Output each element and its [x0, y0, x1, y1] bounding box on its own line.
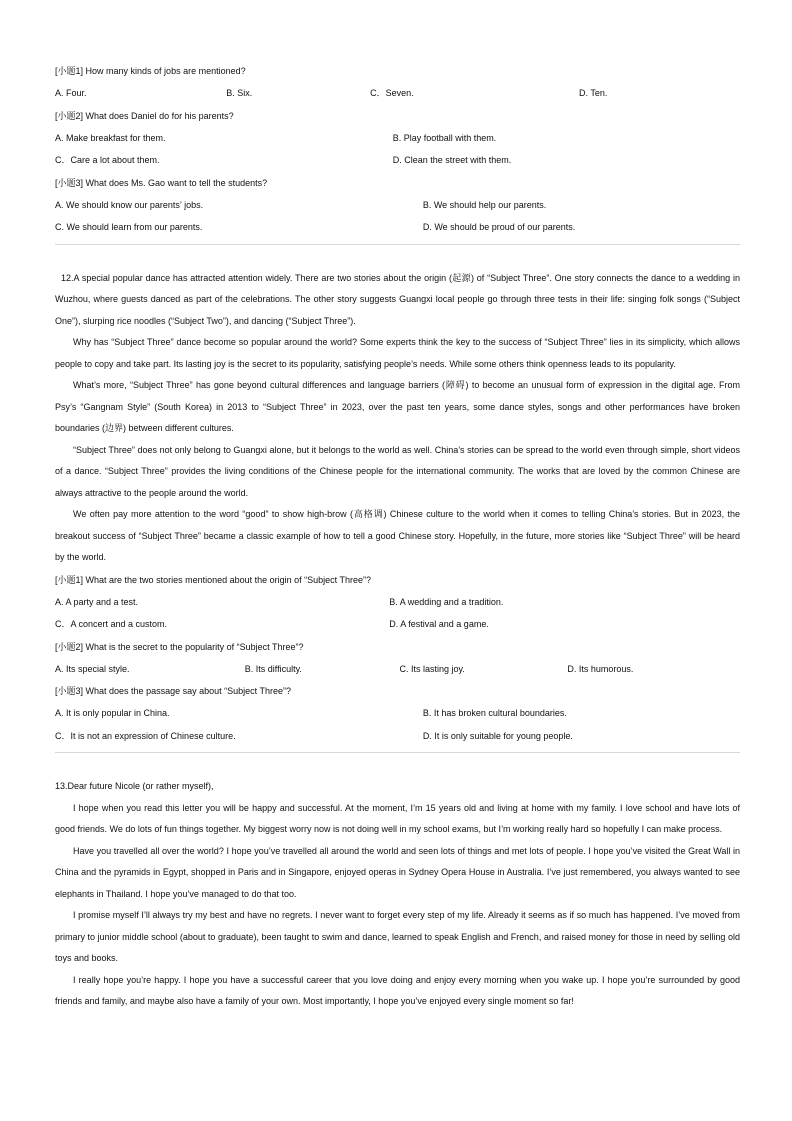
question-text: What does Daniel do for his parents?	[85, 110, 234, 121]
question-1-options-row1	[55, 591, 740, 614]
passage-paragraph: 12.A special popular dance has attracted attention widely. There are two stories about the origin (起源) of “Subject Three”. One story connects the dance to a wedding in Wuzhou, where guests danced as part of the celebrations. The other story suggests Guangxi local people go through three tests in their life: singing folk songs (“Subject One”), slurping rice noodles (“Subject Two”), and dancing (“Subject Three”).	[55, 272, 740, 326]
question-text: How many kinds of jobs are mentioned?	[85, 66, 246, 76]
option-a[interactable]: A. A party and a test.	[55, 596, 139, 607]
option-d[interactable]: D. We should be proud of our parents.	[422, 222, 576, 232]
question-tag: [小题3]	[55, 686, 84, 696]
option-b[interactable]: B. Its difficulty.	[244, 663, 302, 674]
letter-paragraph: Have you travelled all over the world? I hope you’ve travelled all around the world and seen lots of things and met lots of people. I hope you’ve visited the Great Wall in China and the pyramids in Egypt, shopped in Paris and in Singapore, enjoyed operas in Sydney Opera House in Australia. I’ve just remembered, you always wanted to see elephants in Thailand. I hope you’ve managed to do that too.	[55, 845, 740, 899]
question-2	[55, 105, 740, 127]
option-c[interactable]: C．Seven.	[370, 88, 414, 98]
section-divider	[55, 244, 740, 245]
option-c[interactable]: C. We should learn from our parents.	[55, 222, 203, 232]
section-divider	[55, 752, 740, 753]
question-2-options-row1	[55, 127, 740, 150]
option-d[interactable]: D. Its humorous.	[567, 663, 634, 674]
option-d[interactable]: D. It is only suitable for young people.	[422, 730, 573, 741]
question-2-options	[55, 658, 740, 681]
letter-paragraph: I hope when you read this letter you will be happy and successful. At the moment, I’m 15 years old and living at home with my family. I love school and have lots of good friends. We do lots of fun things together. My biggest worry now is not doing well in my school exams, but I’m working really hard so hopefully I can make process.	[55, 802, 740, 834]
option-d[interactable]: D. A festival and a game.	[389, 619, 489, 629]
question-2-options-row2	[55, 149, 740, 172]
question-tag: [小题1]	[55, 66, 84, 76]
passage-paragraph: Why has “Subject Three” dance become so popular around the world? Some experts think the key to the success of “Subject Three” lies in its simplicity, which allows people to copy and take part. Its lasting joy is the secret to its popularity, satisfying people’s needs. While some others think openness leads to its popularity.	[55, 337, 740, 369]
question-1	[55, 569, 740, 591]
option-b[interactable]: B. It has broken cultural boundaries.	[422, 708, 567, 718]
option-c[interactable]: C．It is not an expression of Chinese culture.	[55, 730, 236, 741]
option-d[interactable]: D. Ten.	[579, 88, 608, 98]
passage-paragraph: We often pay more attention to the word “good” to show high-brow (高格调) Chinese culture to the world when it comes to telling China’s stories. But in 2023, the breakout success of “Subject Three” became a classic example of how to tell a good Chinese story. Hopefully, in the future, more stories like “Subject Three” will be heard by the world.	[55, 509, 740, 562]
option-a[interactable]: A. Make breakfast for them.	[55, 132, 166, 143]
option-b[interactable]: B. A wedding and a tradition.	[389, 596, 504, 607]
question-text: What is the secret to the popularity of “Subject Three”?	[85, 641, 304, 652]
section3-letter	[55, 776, 740, 1013]
option-a[interactable]: A. It is only popular in China.	[55, 708, 170, 718]
document-page	[55, 60, 740, 1013]
letter-paragraph: I really hope you’re happy. I hope you have a successful career that you love doing and enjoy every morning when you wake up. I hope you’re surrounded by good friends and family, and maybe also have a family of your own. Most importantly, I hope you’ve enjoyed every single moment so far!	[55, 974, 740, 1006]
question-3-options-row2	[55, 725, 740, 748]
question-3	[55, 680, 740, 702]
question-tag: [小题2]	[55, 110, 84, 121]
letter-paragraph: I promise myself I’ll always try my best and have no regrets. I never want to forget every step of my life. Already it seems as if so much has happened. I’ve moved from primary to junior middle school (about to graduate), been taught to swim and dance, learned to speak English and French, and raised money for those in need by selling old toys and books.	[55, 910, 740, 963]
question-3	[55, 172, 740, 194]
option-d[interactable]: D. Clean the street with them.	[392, 155, 512, 165]
option-a[interactable]: A. Four.	[55, 88, 87, 98]
question-tag: [小题3]	[55, 177, 84, 188]
option-c[interactable]: C. Its lasting joy.	[399, 663, 465, 674]
option-b[interactable]: B. Six.	[226, 88, 253, 98]
passage-paragraph: What’s more, “Subject Three” has gone beyond cultural differences and language barriers (障碍) to become an unusual form of expression in the digital age. From Psy’s “Gangnam Style” (South Korea) in 2013 to “Subject Three” in 2023, over the past ten years, some dance styles, songs and other performances have broken boundaries (边界) between different cultures.	[55, 380, 740, 433]
passage-paragraph: “Subject Three” does not only belong to Guangxi alone, but it belongs to the world as well. China’s stories can be spread to the world even through simple, short videos of a dance. “Subject Three” provides the living conditions of the Chinese people for the international community. The works that are loved by the common Chinese are always attractive to the people around the world.	[55, 444, 740, 498]
question-3-options-row1	[55, 194, 740, 217]
option-b[interactable]: B. Play football with them.	[392, 132, 497, 143]
letter-greeting: 13.Dear future Nicole (or rather myself),	[55, 781, 214, 791]
question-1	[55, 60, 740, 82]
question-1-options	[55, 82, 740, 105]
question-text: What does Ms. Gao want to tell the students?	[85, 177, 268, 188]
question-2	[55, 636, 740, 658]
question-3-options-row1	[55, 702, 740, 725]
section1-questions	[55, 60, 740, 239]
question-1-options-row2	[55, 613, 740, 636]
option-b[interactable]: B. We should help our parents.	[422, 199, 547, 210]
question-3-options-row2	[55, 216, 740, 239]
question-tag: [小题1]	[55, 574, 84, 585]
option-c[interactable]: C．Care a lot about them.	[55, 155, 160, 165]
question-tag: [小题2]	[55, 641, 84, 652]
section2-questions	[55, 569, 740, 748]
question-text: What does the passage say about “Subject Three”?	[85, 686, 291, 696]
question-text: What are the two stories mentioned about the origin of “Subject Three”?	[85, 574, 372, 585]
option-a[interactable]: A. We should know our parents’ jobs.	[55, 199, 204, 210]
option-a[interactable]: A. Its special style.	[55, 663, 130, 674]
option-c[interactable]: C．A concert and a custom.	[55, 619, 168, 629]
section2-passage	[55, 268, 740, 569]
